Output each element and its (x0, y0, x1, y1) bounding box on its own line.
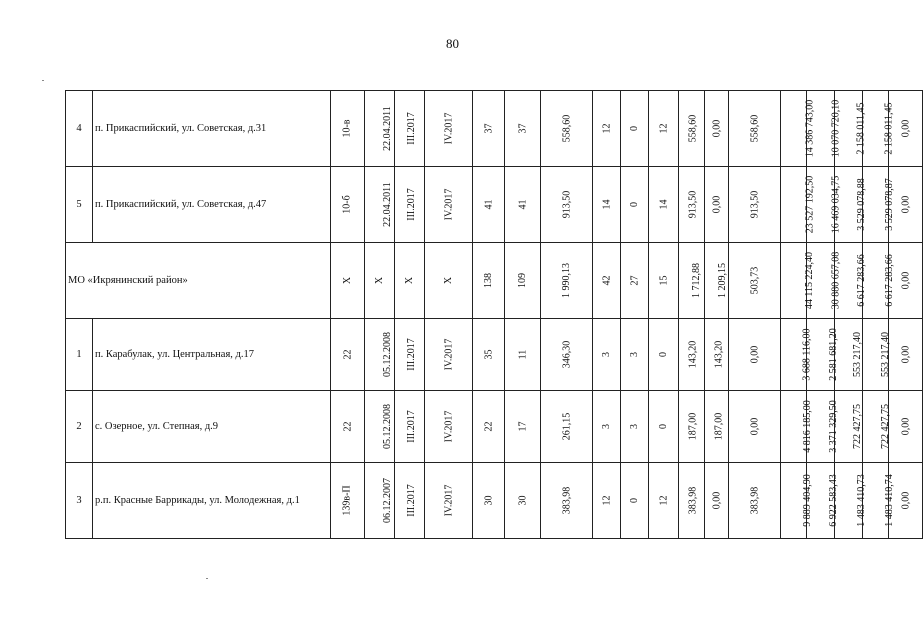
address-cell: с. Озерное, ул. Степная, д.9 (93, 391, 331, 463)
rotated-value-text: 0,00 (900, 195, 911, 214)
rotated-value-text: 22 (483, 421, 494, 432)
value-cell (621, 167, 649, 243)
value-cell (705, 463, 729, 539)
rotated-value-text: 6 922 583,43 (827, 474, 839, 527)
address-cell: п. Прикаспийский, ул. Советская, д.47 (93, 167, 331, 243)
value-cell (541, 319, 593, 391)
rotated-value-text: 0,00 (749, 345, 760, 364)
value-cell (705, 91, 729, 167)
value-cell (541, 463, 593, 539)
rotated-value-text: III.2017 (405, 338, 417, 371)
value-cell (473, 91, 505, 167)
value-cell (505, 91, 541, 167)
rotated-value-text: 1 712,88 (691, 263, 702, 298)
rotated-value-text: IV.2017 (442, 484, 454, 517)
rotated-value-text: 0,00 (711, 491, 722, 510)
value-cell (473, 319, 505, 391)
rotated-value-text: IV.2017 (442, 188, 454, 221)
rotated-value-text: 17 (517, 421, 528, 432)
value-cell (593, 319, 621, 391)
rotated-value-text: IV.2017 (442, 338, 454, 371)
value-cell (729, 463, 781, 539)
value-cell (729, 319, 781, 391)
rotated-value-text: 0 (629, 498, 640, 503)
rotated-value-text: 143,20 (687, 340, 699, 369)
rotated-value-text: Х (341, 276, 353, 285)
value-cell (729, 91, 781, 167)
rotated-value-text: 10-в (342, 119, 353, 138)
rotated-value-text: 3 (601, 424, 612, 429)
rotated-value-text: 2 581 681,20 (827, 328, 839, 381)
value-cell (889, 391, 923, 463)
rotated-value-text: 346,30 (561, 340, 572, 369)
rotated-value-text: III.2017 (405, 410, 417, 443)
rotated-value-text: 0 (658, 424, 669, 429)
rotated-value-text: 3 (601, 352, 612, 357)
rotated-value-text: 722 427,75 (880, 404, 891, 449)
rotated-value-text: IV.2017 (442, 410, 454, 443)
rotated-value-text: 35 (483, 349, 494, 360)
value-cell (541, 167, 593, 243)
rotated-value-text: Х (403, 276, 415, 285)
rotated-value-text: 10-б (341, 195, 353, 214)
value-cell (649, 319, 679, 391)
rotated-value-text: 30 (483, 495, 494, 506)
rotated-value-text: 0,00 (900, 417, 911, 436)
value-cell (593, 91, 621, 167)
value-cell (593, 463, 621, 539)
rotated-value-text: 3 529 078,87 (883, 178, 895, 231)
value-cell (679, 243, 705, 319)
rotated-value-text: 383,98 (561, 486, 572, 515)
rotated-value-text: 4 816 185,00 (801, 400, 813, 453)
value-cell (621, 243, 649, 319)
rotated-value-text: 14 (658, 199, 669, 210)
value-cell (365, 167, 395, 243)
rotated-value-text: 0,00 (900, 491, 911, 510)
table-row (66, 243, 923, 319)
rotated-value-text: 2 158 011,45 (855, 102, 867, 155)
rotated-value-text: 30 880 657,08 (830, 251, 842, 310)
rotated-value-text: IV.2017 (442, 112, 454, 145)
value-cell (889, 319, 923, 391)
rotated-value-text: 503,73 (749, 266, 760, 295)
value-cell (505, 391, 541, 463)
value-cell (395, 319, 425, 391)
rotated-value-text: 12 (601, 495, 612, 506)
value-cell (621, 391, 649, 463)
value-cell (365, 319, 395, 391)
page-number: 80 (446, 36, 459, 51)
value-cell (781, 167, 816, 243)
rotated-value-text: 913,50 (749, 190, 760, 219)
rotated-value-text: 0,00 (900, 345, 911, 364)
value-cell (679, 319, 705, 391)
value-cell (331, 391, 365, 463)
value-cell (395, 463, 425, 539)
rotated-value-text: 37 (517, 123, 528, 134)
value-cell (781, 463, 813, 539)
rotated-value-text: 0 (629, 126, 640, 131)
rotated-value-text: 6 617 283,66 (883, 254, 895, 307)
value-cell (365, 243, 395, 319)
rotated-value-text: 14 386 743,00 (804, 99, 816, 158)
scan-speck (42, 80, 44, 81)
table-row (66, 391, 923, 463)
rotated-value-text: 3 529 078,88 (855, 178, 867, 231)
value-cell (621, 91, 649, 167)
value-cell (541, 243, 593, 319)
rotated-value-text: 1 483 410,74 (883, 474, 895, 527)
rotated-value-text: 0 (658, 352, 669, 357)
rotated-value-text: 1 209,15 (717, 263, 728, 298)
value-cell (593, 167, 621, 243)
value-cell (729, 243, 781, 319)
value-cell (331, 91, 365, 167)
value-cell (331, 167, 365, 243)
value-cell (649, 463, 679, 539)
value-cell (473, 243, 505, 319)
rotated-value-text: 138 (483, 273, 494, 288)
value-cell (863, 319, 889, 391)
rotated-value-text: III.2017 (405, 188, 417, 221)
rotated-value-text: 22 (342, 349, 353, 360)
value-cell (331, 463, 365, 539)
rotated-value-text: 187,00 (687, 412, 699, 441)
rotated-value-text: 558,60 (749, 114, 760, 143)
rotated-value-text: 22.04.2011 (381, 106, 393, 151)
rotated-value-text: 15 (658, 275, 669, 286)
rotated-value-text: 30 (517, 495, 528, 506)
rotated-value-text: 41 (483, 199, 494, 210)
rotated-value-text: 12 (601, 123, 612, 134)
value-cell (781, 243, 816, 319)
rotated-value-text: 27 (629, 275, 640, 286)
rotated-value-text: 3 (629, 352, 640, 357)
value-cell (679, 463, 705, 539)
rotated-value-text: 553 217,40 (880, 332, 891, 377)
rotated-value-text: 44 115 224,40 (804, 251, 816, 310)
value-cell (781, 319, 813, 391)
value-cell (705, 243, 729, 319)
value-cell (729, 167, 781, 243)
value-cell (621, 319, 649, 391)
address-cell: р.п. Красные Баррикады, ул. Молодежная, д.1 (93, 463, 331, 539)
value-cell (705, 391, 729, 463)
rotated-value-text: 0,00 (749, 417, 760, 436)
value-cell (473, 167, 505, 243)
value-cell (679, 391, 705, 463)
value-cell (593, 391, 621, 463)
value-cell (395, 167, 425, 243)
rotated-value-text: 3 (629, 424, 640, 429)
rotated-value-text: Х (442, 276, 454, 285)
rotated-value-text: 6 617 283,66 (855, 254, 867, 307)
rotated-value-text: 383,98 (687, 486, 699, 515)
row-number-cell: 3 (66, 463, 93, 539)
value-cell (425, 167, 473, 243)
rotated-value-text: 2 158 011,45 (883, 102, 895, 155)
value-cell (649, 91, 679, 167)
rotated-value-text: 23 527 192,50 (804, 175, 816, 234)
value-cell (331, 319, 365, 391)
row-number-cell: 1 (66, 319, 93, 391)
rotated-value-text: 05.12.2008 (382, 404, 393, 449)
value-cell (649, 391, 679, 463)
rotated-value-text: 0,00 (900, 119, 911, 138)
value-cell (425, 391, 473, 463)
value-cell (425, 319, 473, 391)
row-number-cell: 4 (66, 91, 93, 167)
value-cell (649, 167, 679, 243)
address-cell: п. Прикаспийский, ул. Советская, д.31 (93, 91, 331, 167)
rotated-value-text: 37 (483, 123, 494, 134)
rotated-value-text: 22.04.2011 (381, 182, 393, 227)
rotated-value-text: 41 (517, 199, 528, 210)
table-row (66, 319, 923, 391)
table-row (66, 91, 923, 167)
rotated-value-text: 3 688 116,00 (801, 328, 813, 381)
rotated-value-text: 14 (601, 199, 612, 210)
value-cell (365, 91, 395, 167)
value-cell (781, 391, 813, 463)
rotated-value-text: 0,00 (711, 195, 722, 214)
rotated-value-text: 9 889 404,90 (801, 474, 813, 527)
value-cell (541, 91, 593, 167)
value-cell (473, 391, 505, 463)
value-cell (621, 463, 649, 539)
rotated-value-text: 42 (601, 275, 612, 286)
rotated-value-text: 12 (658, 123, 669, 134)
address-cell: п. Карабулак, ул. Центральная, д.17 (93, 319, 331, 391)
rotated-value-text: 12 (658, 495, 669, 506)
value-cell (781, 91, 816, 167)
rotated-value-text: 139в-П (342, 485, 353, 516)
rotated-value-text: 1 483 410,73 (855, 474, 867, 527)
rotated-value-text: 10 070 720,10 (830, 99, 842, 158)
rotated-value-text: 558,60 (561, 114, 572, 143)
value-cell (395, 243, 425, 319)
value-cell (473, 463, 505, 539)
value-cell (505, 243, 541, 319)
value-cell (679, 91, 705, 167)
table-row (66, 167, 923, 243)
rotated-value-text: 0,00 (900, 271, 911, 290)
rotated-value-text: 143,20 (713, 340, 725, 369)
housing-program-table (65, 90, 911, 538)
value-cell (649, 243, 679, 319)
value-cell (505, 167, 541, 243)
rotated-value-text: 722 427,75 (852, 404, 863, 449)
value-cell (729, 391, 781, 463)
row-number-cell: 2 (66, 391, 93, 463)
value-cell (679, 167, 705, 243)
rotated-value-text: 913,50 (561, 190, 572, 219)
value-cell (705, 167, 729, 243)
rotated-value-text: 383,98 (749, 486, 760, 515)
rotated-value-text: 06.12.2007 (382, 478, 393, 523)
rotated-value-text: 16 469 034,75 (830, 175, 842, 234)
rotated-value-text: 261,15 (561, 412, 572, 441)
rotated-value-text: 187,00 (713, 412, 725, 441)
rotated-value-text: 558,60 (687, 114, 699, 143)
value-cell (331, 243, 365, 319)
value-cell (863, 391, 889, 463)
value-cell (505, 319, 541, 391)
value-cell (705, 319, 729, 391)
table-row (66, 463, 923, 539)
value-cell (425, 243, 473, 319)
value-cell (395, 91, 425, 167)
value-cell (425, 91, 473, 167)
value-cell (541, 391, 593, 463)
rotated-value-text: 0 (629, 202, 640, 207)
value-cell (425, 463, 473, 539)
value-cell (395, 391, 425, 463)
rotated-value-text: 0,00 (711, 119, 722, 138)
rotated-value-text: III.2017 (405, 112, 417, 145)
rotated-value-text: 22 (342, 421, 353, 432)
value-cell (365, 463, 395, 539)
rotated-value-text: 05.12.2008 (382, 332, 393, 377)
municipality-name-cell: МО «Икрянинский район» (66, 243, 331, 319)
rotated-value-text: Х (373, 276, 385, 285)
rotated-value-text: 109 (517, 273, 528, 288)
rotated-value-text: 11 (516, 349, 528, 360)
value-cell (593, 243, 621, 319)
rotated-value-text: III.2017 (405, 484, 417, 517)
value-cell (505, 463, 541, 539)
rotated-value-text: 1 990,13 (561, 263, 572, 298)
value-cell (365, 391, 395, 463)
rotated-value-text: 553 217,40 (852, 332, 863, 377)
row-number-cell: 5 (66, 167, 93, 243)
rotated-value-text: 913,50 (687, 190, 699, 219)
rotated-value-text: 3 371 329,50 (827, 400, 839, 453)
scan-speck (206, 578, 208, 579)
